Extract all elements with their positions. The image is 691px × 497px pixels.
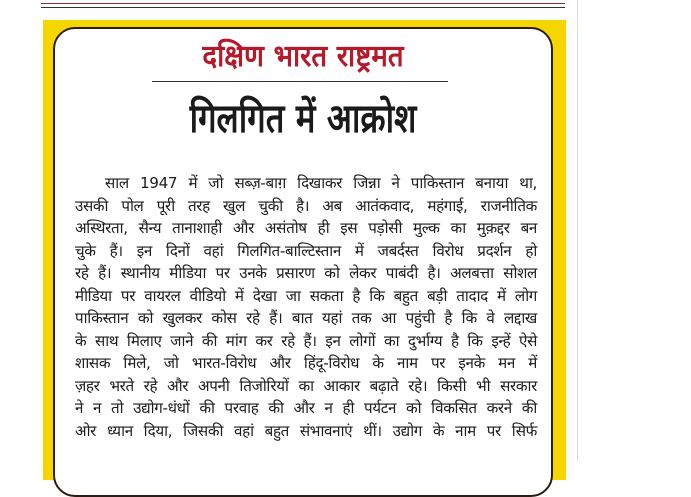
article-line: ने न तो उद्योग-धंधों की परवाह की और न ही पर्यटन को विकसित करने की — [75, 399, 537, 417]
top-rule-maroon — [41, 3, 565, 4]
article-line: के साथ मिलाए जाने की मांग कर रहे हैं। इन लोगों का दुर्भाग्य है कि इन्हें ऐसे — [75, 331, 537, 350]
article-line: ओर ध्यान दिया, जिसकी वहां बहुत संभावनाएं थीं। उद्योग के नाम पर सिर्फ — [75, 421, 537, 440]
article-line: ज़हर भरते रहे और अपनी तिजोरियों का आकार बढ़ाते रहे। किसी भी सरकार — [75, 376, 537, 395]
article-body — [75, 172, 537, 442]
article-line: रहे हैं। स्थानीय मीडिया पर उनके प्रसारण को लेकर पाबंदी है। अलबत्ता सोशल — [75, 264, 537, 282]
top-rule-dark — [41, 7, 565, 8]
editorial-box — [53, 27, 553, 497]
article-line: साल 1947 में जो सब्ज़-बाग़ दिखाकर जिन्ना ने पाकिस्तान बनाया था, — [105, 174, 537, 192]
article-line: उसकी पोल पूरी तरह खुल चुकी है। अब आतंकवाद, महंगाई, राजनीतिक — [75, 196, 537, 215]
headline: गिलगित में आक्रोश — [189, 96, 417, 142]
article-line: चुके हैं। इन दिनों वहां गिलगित-बाल्टिस्तान में जबर्दस्त विरोध प्रदर्शन हो — [75, 241, 537, 260]
article-line: पाकिस्तान को खुलकर कोस रहे हैं। बात यहां तक आ पहुंची है कि वे लद्दाख — [75, 309, 537, 327]
page-divider — [577, 0, 578, 461]
article-line: शासक मिले, जो भारत-विरोध और हिंदू-विरोध के नाम पर इनके मन में — [75, 354, 537, 372]
article-line: मीडिया पर वायरल वीडियो में देखा जा सकता है कि बहुत बड़ी तादाद में लोग — [75, 286, 537, 305]
article-line: अस्थिरता, सैन्य तानाशाही और असंतोष ही इस पड़ोसी मुल्क का मुक़द्दर बन — [75, 219, 537, 237]
masthead-divider — [152, 81, 448, 82]
masthead-title: दक्षिण भारत राष्ट्रमत — [202, 39, 404, 74]
